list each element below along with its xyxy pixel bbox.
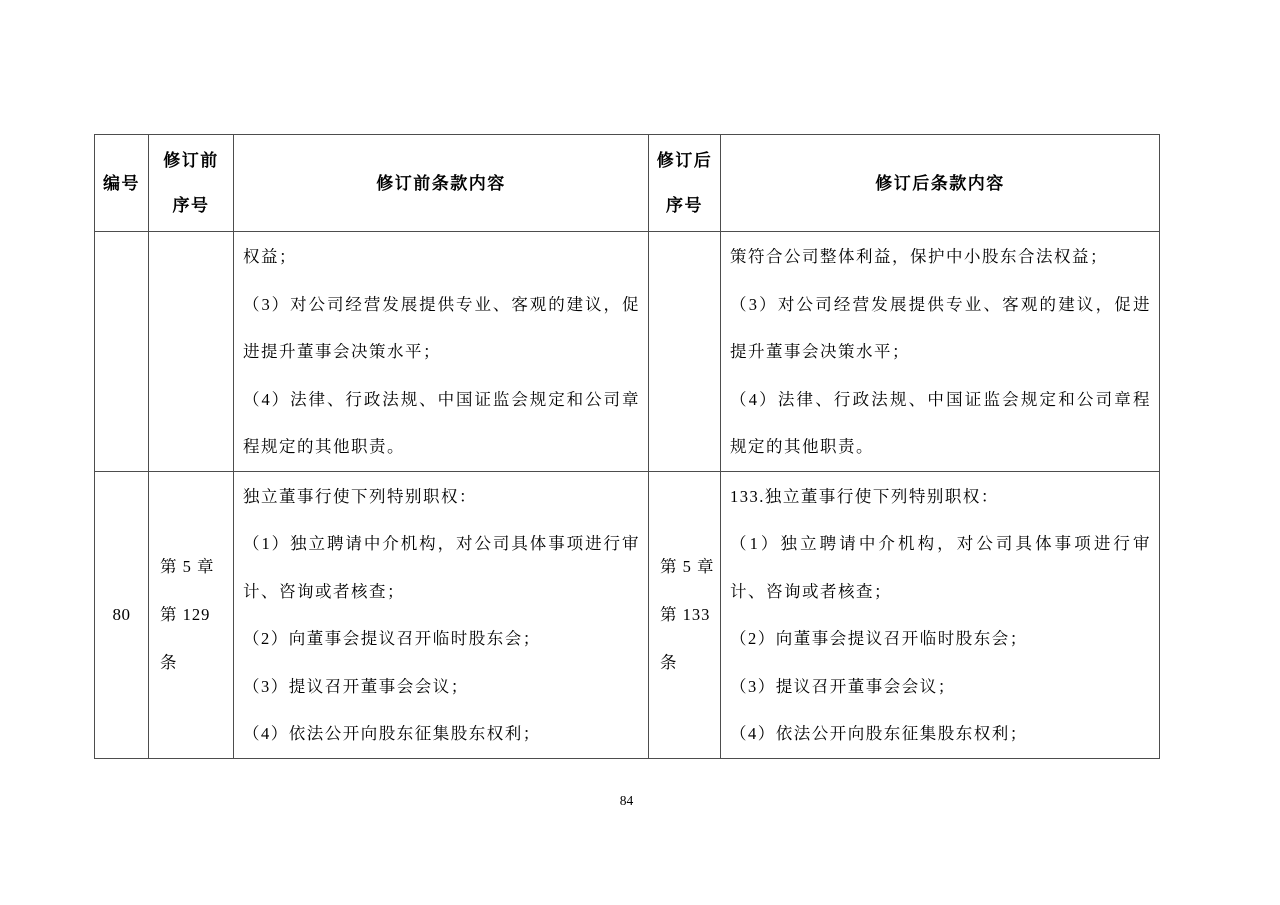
paragraph: （4）法律、行政法规、中国证监会规定和公司章程规定的其他职责。 (243, 389, 640, 456)
paragraph: （3）对公司经营发展提供专业、客观的建议，促进提升董事会决策水平； (730, 294, 1151, 361)
paragraph: 策符合公司整体利益，保护中小股东合法权益； (730, 247, 1108, 266)
table-row (95, 232, 1160, 472)
cell-after-ref (649, 232, 721, 472)
header-after-ref-line2: 序号 (666, 196, 703, 215)
paragraph: （1）独立聘请中介机构，对公司具体事项进行审计、咨询或者核查； (243, 534, 640, 601)
paragraph: （4）法律、行政法规、中国证监会规定和公司章程规定的其他职责。 (730, 389, 1151, 456)
cell-before-content (234, 471, 649, 758)
paragraph: 条 (660, 652, 678, 672)
paragraph: 第 5 章 (660, 556, 715, 576)
paragraph: （4）依法公开向股东征集股东权利； (730, 724, 1028, 743)
paragraph: 133.独立董事行使下列特别职权： (730, 486, 999, 506)
cell-row-id (95, 232, 149, 472)
revision-comparison-table (94, 134, 1160, 759)
paragraph: （2）向董事会提议召开临时股东会； (243, 629, 541, 648)
paragraph: 权益； (243, 247, 297, 266)
paragraph: 第 133 (660, 604, 711, 624)
paragraph: 条 (160, 652, 178, 672)
paragraph: （3）提议召开董事会会议； (243, 676, 469, 696)
cell-after-ref (649, 471, 721, 758)
table-row (95, 471, 1160, 758)
paragraph: 第 5 章 (160, 556, 215, 576)
cell-before-ref (149, 471, 234, 758)
paragraph: （3）提议召开董事会会议； (730, 676, 956, 696)
cell-row-id: 80 (95, 471, 149, 758)
paragraph: （3）对公司经营发展提供专业、客观的建议，促进提升董事会决策水平； (243, 294, 640, 361)
paragraph: （4）依法公开向股东征集股东权利； (243, 724, 541, 743)
table-header-row (95, 135, 1160, 232)
paragraph: 独立董事行使下列特别职权： (243, 486, 477, 506)
cell-after-content (721, 232, 1160, 472)
header-before-ref-line2: 序号 (172, 196, 210, 215)
cell-before-content (234, 232, 649, 472)
paragraph: （2）向董事会提议召开临时股东会； (730, 629, 1028, 648)
paragraph: 第 129 (160, 604, 211, 624)
header-after-ref-line1: 修订后 (656, 151, 713, 170)
cell-after-content (721, 471, 1160, 758)
header-number: 编号 (95, 135, 149, 232)
header-after-ref (649, 135, 721, 232)
page-number: 84 (619, 793, 634, 808)
cell-before-ref (149, 232, 234, 472)
header-before-ref-line1: 修订前 (163, 151, 219, 170)
paragraph: （1）独立聘请中介机构，对公司具体事项进行审计、咨询或者核查； (730, 534, 1151, 601)
header-after-content: 修订后条款内容 (721, 135, 1160, 232)
header-before-ref (149, 135, 234, 232)
header-before-content: 修订前条款内容 (234, 135, 649, 232)
